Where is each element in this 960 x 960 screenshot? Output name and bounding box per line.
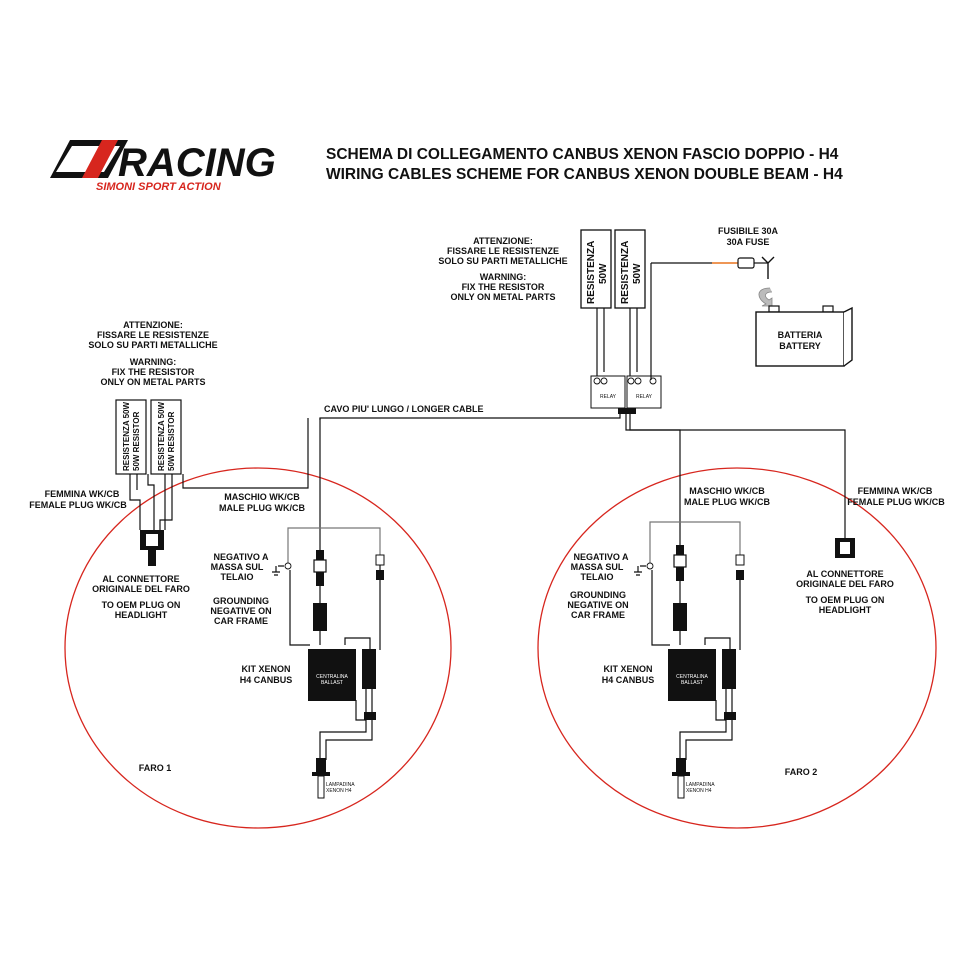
svg-text:FISSARE LE RESISTENZE: FISSARE LE RESISTENZE (446, 246, 560, 256)
title-italian: SCHEMA DI COLLEGAMENTO CANBUS XENON FASCIO DOPPIO - H4 (326, 146, 839, 163)
svg-text:MALE PLUG WK/CB: MALE PLUG WK/CB (219, 503, 305, 513)
svg-text:LAMPADINA: LAMPADINA (326, 782, 355, 788)
svg-text:BALLAST: BALLAST (681, 680, 703, 686)
svg-text:XENON H4: XENON H4 (686, 788, 712, 794)
svg-text:FISSARE LE RESISTENZE: FISSARE LE RESISTENZE (96, 330, 210, 340)
kit-2-module (673, 603, 687, 631)
svg-text:CENTRALINA: CENTRALINA (316, 674, 348, 680)
svg-text:TO OEM PLUG ON: TO OEM PLUG ON (101, 600, 181, 610)
svg-text:50W: 50W (632, 263, 643, 284)
logo-tagline: SIMONI SPORT ACTION (96, 181, 221, 193)
svg-text:MASSA SUL: MASSA SUL (570, 562, 624, 572)
svg-text:SOLO SU PARTI METALLICHE: SOLO SU PARTI METALLICHE (88, 340, 218, 350)
svg-text:ONLY ON METAL PARTS: ONLY ON METAL PARTS (100, 377, 206, 387)
svg-text:NEGATIVE ON: NEGATIVE ON (210, 606, 272, 616)
longer-cable-label: CAVO PIU' LUNGO / LONGER CABLE (324, 404, 484, 414)
svg-text:ONLY ON METAL PARTS: ONLY ON METAL PARTS (450, 292, 556, 302)
svg-text:BALLAST: BALLAST (321, 680, 343, 686)
svg-text:H4 CANBUS: H4 CANBUS (601, 675, 655, 685)
svg-text:CENTRALINA: CENTRALINA (676, 674, 708, 680)
svg-text:BATTERIA: BATTERIA (777, 330, 823, 340)
svg-text:WARNING:: WARNING: (479, 272, 527, 282)
ballast-2 (668, 649, 716, 701)
svg-text:RESISTENZA 50W: RESISTENZA 50W (122, 401, 131, 471)
svg-text:XENON H4: XENON H4 (326, 788, 352, 794)
svg-text:ATTENZIONE:: ATTENZIONE: (473, 236, 533, 246)
left-female-plug (140, 530, 164, 566)
kit-label-2 (602, 664, 655, 685)
svg-text:HEADLIGHT: HEADLIGHT (114, 610, 168, 620)
svg-text:GROUNDING: GROUNDING (570, 590, 626, 600)
svg-text:MALE PLUG WK/CB: MALE PLUG WK/CB (684, 497, 770, 507)
battery (756, 306, 852, 366)
svg-text:TELAIO: TELAIO (580, 572, 614, 582)
svg-text:KIT XENON: KIT XENON (241, 664, 291, 674)
svg-text:WARNING:: WARNING: (129, 357, 177, 367)
svg-text:NEGATIVO A: NEGATIVO A (573, 552, 629, 562)
ground-label-1 (210, 552, 271, 626)
svg-text:RESISTENZA: RESISTENZA (586, 240, 597, 304)
svg-text:NEGATIVE ON: NEGATIVE ON (567, 600, 629, 610)
male-plug-2 (674, 545, 686, 581)
left-resistor-2 (151, 400, 181, 474)
svg-text:HEADLIGHT: HEADLIGHT (818, 605, 872, 615)
svg-text:KIT XENON: KIT XENON (603, 664, 653, 674)
logo-brand: RACING (118, 141, 276, 185)
svg-text:GROUNDING: GROUNDING (213, 596, 269, 606)
arrow-down-icon (759, 288, 772, 306)
svg-text:NEGATIVO A: NEGATIVO A (213, 552, 269, 562)
headlight-1-outline (65, 468, 451, 828)
svg-text:CAR FRAME: CAR FRAME (571, 610, 625, 620)
svg-text:MASSA SUL: MASSA SUL (210, 562, 264, 572)
right-female-label (847, 486, 945, 507)
svg-text:50W RESISTOR: 50W RESISTOR (167, 411, 176, 471)
title-english: WIRING CABLES SCHEME FOR CANBUS XENON DOUBLE BEAM - H4 (326, 166, 843, 183)
svg-text:CAR FRAME: CAR FRAME (214, 616, 268, 626)
svg-text:AL CONNETTORE: AL CONNETTORE (102, 574, 180, 584)
top-resistor-1 (581, 230, 611, 308)
svg-text:LAMPADINA: LAMPADINA (686, 782, 715, 788)
svg-text:BATTERY: BATTERY (779, 341, 821, 351)
svg-text:RELAY: RELAY (599, 394, 617, 400)
svg-text:FIX THE RESISTOR: FIX THE RESISTOR (111, 367, 195, 377)
left-female-label (29, 489, 127, 510)
ground-label-2 (567, 552, 629, 620)
fuse-label (718, 226, 779, 247)
svg-text:SOLO SU PARTI METALLICHE: SOLO SU PARTI METALLICHE (438, 256, 568, 266)
svg-text:RESISTENZA: RESISTENZA (620, 240, 631, 304)
male-plug-label-2 (684, 486, 770, 507)
svg-text:RESISTENZA 50W: RESISTENZA 50W (157, 401, 166, 471)
svg-text:FEMALE PLUG WK/CB: FEMALE PLUG WK/CB (847, 497, 945, 507)
relay-1 (591, 376, 625, 408)
svg-text:RELAY: RELAY (635, 394, 653, 400)
ground-2 (634, 563, 653, 575)
svg-text:FIX THE RESISTOR: FIX THE RESISTOR (461, 282, 545, 292)
svg-text:MASCHIO WK/CB: MASCHIO WK/CB (689, 486, 765, 496)
svg-text:FEMMINA WK/CB: FEMMINA WK/CB (857, 486, 933, 496)
svg-text:FEMMINA WK/CB: FEMMINA WK/CB (44, 489, 120, 499)
left-resistor-1 (116, 400, 146, 474)
svg-text:TO OEM PLUG ON: TO OEM PLUG ON (805, 595, 885, 605)
oem-right-label (796, 569, 894, 615)
kit-1-cable-box (362, 649, 376, 689)
svg-text:H4 CANBUS: H4 CANBUS (239, 675, 293, 685)
svg-text:AL CONNETTORE: AL CONNETTORE (806, 569, 884, 579)
top-warning (438, 236, 567, 302)
faro-1-label: FARO 1 (138, 763, 172, 773)
fuse-icon (738, 258, 754, 268)
kit-2-cable-box (722, 649, 736, 689)
male-plug-1 (314, 550, 326, 586)
right-female-plug (835, 538, 855, 558)
top-resistor-2 (615, 230, 645, 308)
svg-text:ATTENZIONE:: ATTENZIONE: (123, 320, 183, 330)
kit-label-1 (240, 664, 293, 685)
male-plug-label-1 (219, 492, 305, 513)
svg-text:FUSIBILE 30A: FUSIBILE 30A (717, 226, 779, 236)
oem-left-label (92, 574, 190, 620)
left-warning (88, 320, 217, 387)
svg-text:MASCHIO WK/CB: MASCHIO WK/CB (224, 492, 300, 502)
relay-2 (627, 376, 661, 408)
svg-text:ORIGINALE DEL FARO: ORIGINALE DEL FARO (796, 579, 894, 589)
svg-text:50W: 50W (598, 263, 609, 284)
ballast-1 (308, 649, 356, 701)
kit-1-module (313, 603, 327, 631)
faro-2-label: FARO 2 (784, 767, 818, 777)
bulb-2 (672, 758, 715, 798)
battery-clamp-icon (762, 257, 774, 279)
racing-logo (50, 140, 276, 193)
ground-1 (272, 563, 291, 575)
svg-text:50W RESISTOR: 50W RESISTOR (132, 411, 141, 471)
svg-text:30A FUSE: 30A FUSE (726, 237, 770, 247)
bulb-1 (312, 758, 355, 798)
svg-text:ORIGINALE DEL FARO: ORIGINALE DEL FARO (92, 584, 190, 594)
svg-text:FEMALE PLUG WK/CB: FEMALE PLUG WK/CB (29, 500, 127, 510)
svg-text:TELAIO: TELAIO (220, 572, 254, 582)
